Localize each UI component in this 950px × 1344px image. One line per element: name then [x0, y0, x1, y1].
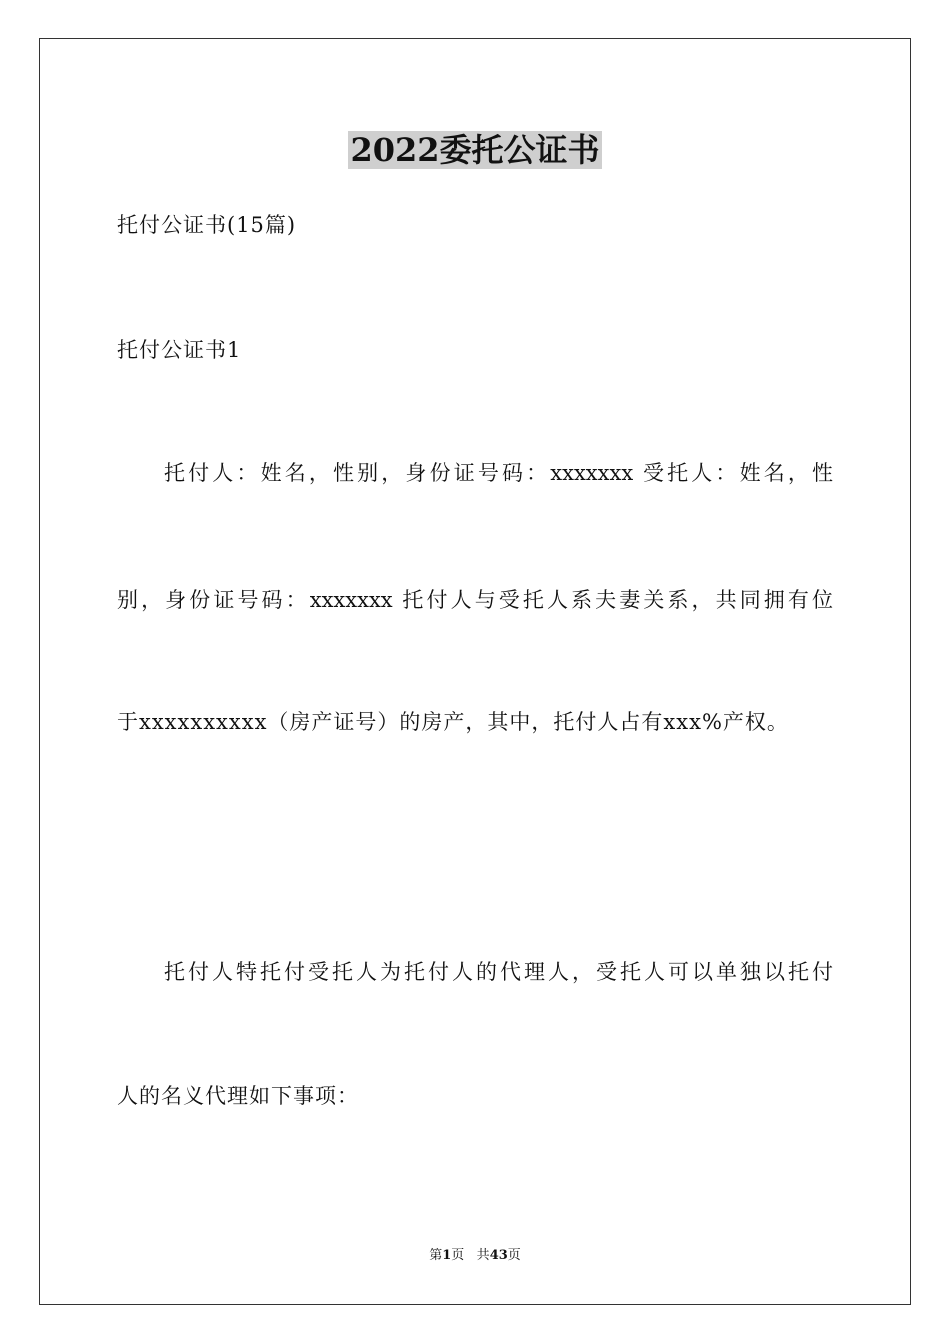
page-footer — [0, 1246, 950, 1266]
footer-total-prefix: 共 — [476, 1248, 490, 1263]
paragraph-2-line-1: 托付人特托付受托人为托付人的代理人，受托人可以单独以托付 — [164, 960, 833, 984]
paragraph-1-line-3: 于xxxxxxxxxx（房产证号）的房产，其中，托付人占有xxx%产权。 — [117, 710, 789, 734]
footer-prefix: 第 — [429, 1248, 443, 1263]
document-title-text: 2022委托公证书 — [350, 131, 600, 169]
paragraph-1-line-2: 别，身份证号码：xxxxxxx 托付人与受托人系夫妻关系，共同拥有位 — [117, 588, 833, 612]
footer-page-unit: 页 — [451, 1248, 465, 1263]
document-subtitle: 托付公证书(15篇) — [117, 213, 297, 237]
section-heading: 托付公证书1 — [117, 338, 242, 362]
footer-total-pages: 43 — [489, 1248, 508, 1263]
document-title — [0, 128, 950, 172]
paragraph-1-line-1: 托付人：姓名，性别，身份证号码：xxxxxxx 受托人：姓名，性 — [164, 461, 833, 485]
paragraph-2-line-2: 人的名义代理如下事项： — [117, 1084, 359, 1108]
footer-page-number: 1 — [442, 1248, 452, 1263]
footer-total-unit: 页 — [507, 1248, 521, 1263]
